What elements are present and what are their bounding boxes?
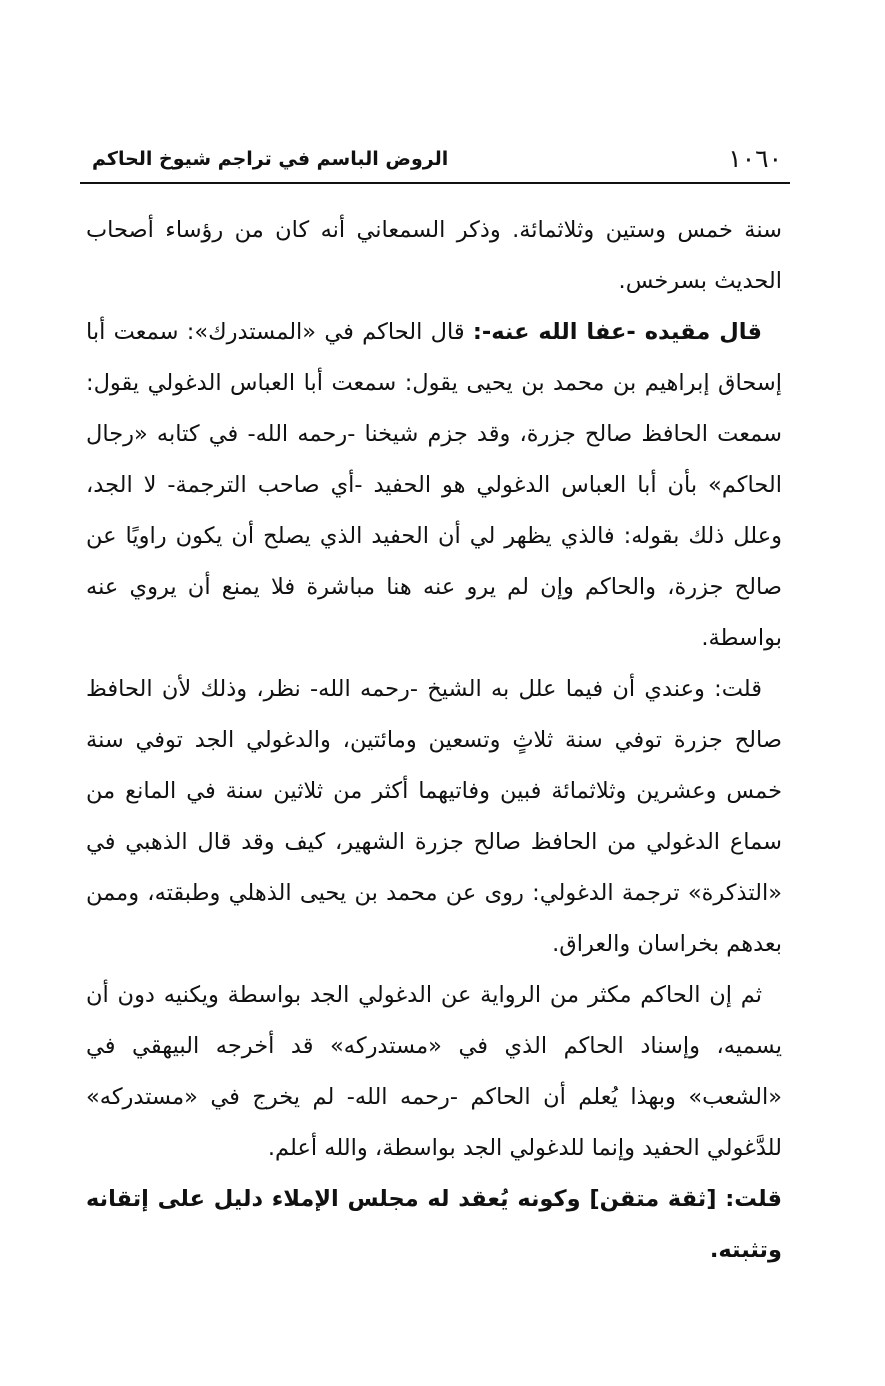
body-text bbox=[86, 205, 782, 1276]
running-title: الروض الباسم في تراجم شيوخ الحاكم bbox=[92, 148, 449, 170]
paragraph-3: قلت: وعندي أن فيما علل به الشيخ -رحمه الله- نظر، وذلك لأن الحافظ صالح جزرة توفي سنة ثلاثٍ وتسعين ومائتين، والدغولي الجد توفي سنة خمس وعشرين وثلاثمائة فبين وفاتيهما أكثر من ثلاثين سنة في المانع من سماع الدغولي من الحافظ صالح جزرة الشهير، كيف وقد قال الذهبي في «التذكرة» ترجمة الدغولي: روى عن محمد بن يحيى الذهلي وطبقته، وممن بعدهم بخراسان والعراق. bbox=[86, 676, 782, 957]
page-number: ١٠٦٠ bbox=[728, 144, 782, 173]
paragraph-2 bbox=[86, 307, 782, 664]
paragraph-2-text: قال الحاكم في «المستدرك»: سمعت أبا إسحاق إبراهيم بن محمد بن يحيى يقول: سمعت أبا العباس الدغولي يقول: سمعت الحافظ صالح جزرة، وقد جزم شيخنا -رحمه الله- في كتابه «رجال الحاكم» بأن أبا العباس الدغولي هو الحفيد -أي صاحب الترجمة- لا الجد، وعلل ذلك بقوله: فالذي يظهر لي أن الحفيد الذي يصلح أن يكون راويًا عن صالح جزرة، والحاكم وإن لم يرو عنه هنا مباشرة فلا يمنع أن يروي عنه بواسطة. bbox=[86, 319, 782, 651]
paragraph-5: قلت: [ثقة متقن] وكونه يُعقد له مجلس الإملاء دليل على إتقانه وتثبته. bbox=[86, 1186, 782, 1263]
page-header bbox=[80, 138, 790, 178]
paragraph-4: ثم إن الحاكم مكثر من الرواية عن الدغولي الجد بواسطة ويكنيه دون أن يسميه، وإسناد الحاكم الذي في «مستدركه» قد أخرجه البيهقي في «الشعب» وبهذا يُعلم أن الحاكم -رحمه الله- لم يخرج في «مستدركه» للدَّغولي الحفيد وإنما للدغولي الجد بواسطة، والله أعلم. bbox=[86, 982, 782, 1161]
header-divider bbox=[80, 182, 790, 184]
paragraph-2-lead: قال مقيده -عفا الله عنه-: bbox=[472, 319, 762, 345]
paragraph-1: سنة خمس وستين وثلاثمائة. وذكر السمعاني أنه كان من رؤساء أصحاب الحديث بسرخس. bbox=[86, 217, 782, 294]
